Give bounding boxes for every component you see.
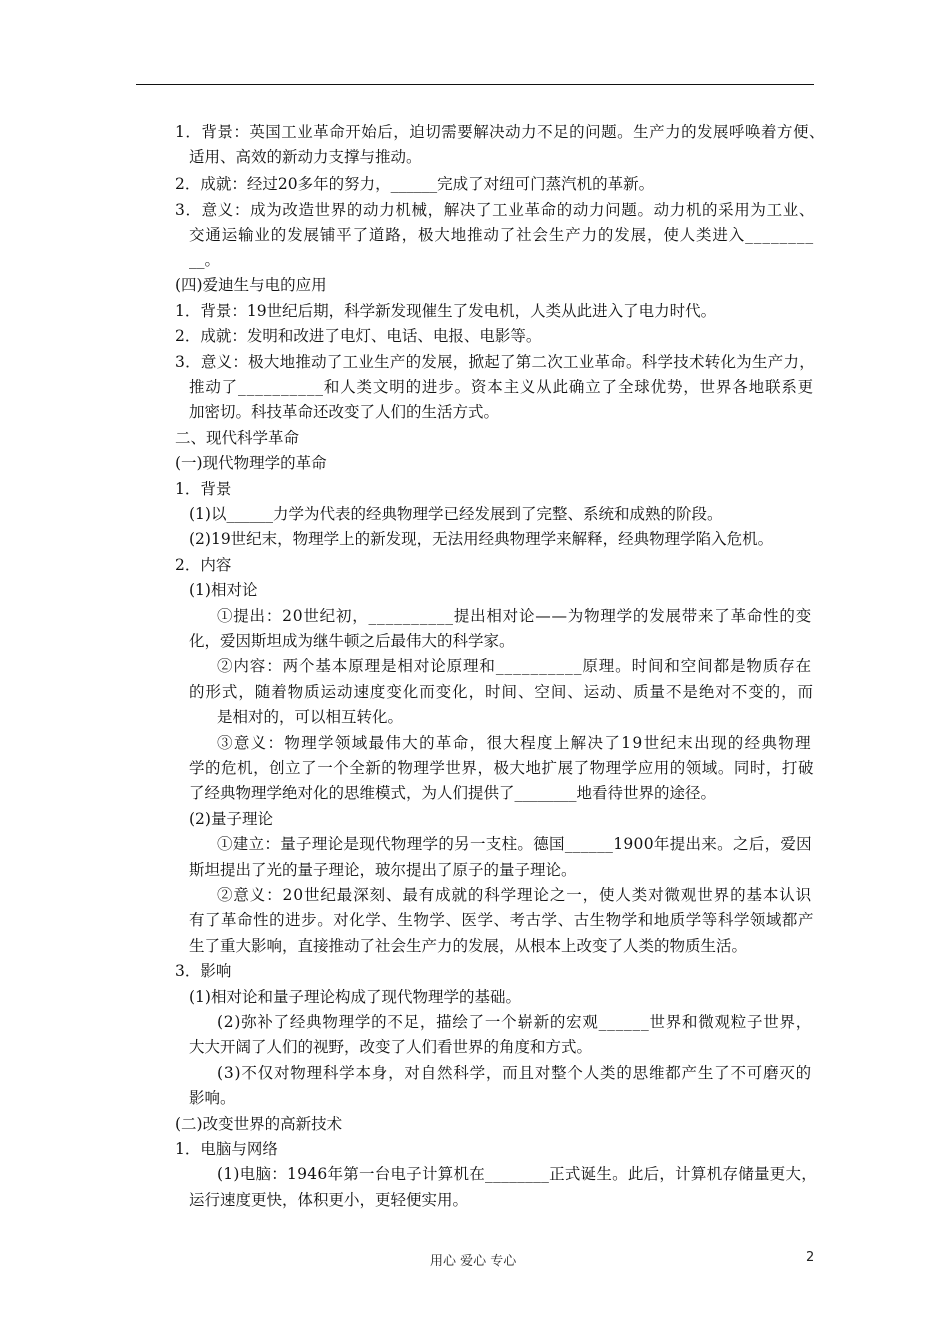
header-rule xyxy=(136,84,814,85)
text-line: (3)不仅对物理科学本身，对自然科学，而且对整个人类的思维都产生了不可磨灭的 xyxy=(217,1064,812,1082)
text-line: 大大开阔了人们的视野，改变了人们看世界的角度和方式。 xyxy=(189,1038,593,1056)
text-line: 2．成就：经过20多年的努力，______完成了对纽可门蒸汽机的革新。 xyxy=(175,175,655,193)
section-heading: (二)改变世界的高新技术 xyxy=(175,1115,343,1133)
page-number: 2 xyxy=(806,1250,815,1265)
text-line: ③意义：物理学领域最伟大的革命，很大程度上解决了19世纪末出现的经典物理 xyxy=(217,734,812,752)
text-line: 1．电脑与网络 xyxy=(175,1140,278,1158)
text-line: 1．背景 xyxy=(175,480,232,498)
text-line: 3．意义：成为改造世界的动力机械，解决了工业革命的动力问题。动力机的采用为工业、 xyxy=(175,201,815,219)
text-line: 影响。 xyxy=(189,1089,236,1107)
section-heading: 二、现代科学革命 xyxy=(175,429,300,447)
text-line: 了经典物理学绝对化的思维模式，为人们提供了________地看待世界的途径。 xyxy=(189,784,717,802)
text-line: (2)量子理论 xyxy=(189,810,273,828)
footer-slogan: 用心 爱心 专心 xyxy=(430,1254,517,1269)
text-line: ②意义：20世纪最深刻、最有成就的科学理论之一，使人类对微观世界的基本认识 xyxy=(217,886,812,904)
text-line: ①建立：量子理论是现代物理学的另一支柱。德国______1900年提出来。之后，爱因 xyxy=(217,835,812,853)
text-line: 加密切。科技革命还改变了人们的生活方式。 xyxy=(189,403,500,421)
text-line: 1．背景：英国工业革命开始后，迫切需要解决动力不足的问题。生产力的发展呼唤着方便、 xyxy=(175,123,825,141)
text-line: 2．内容 xyxy=(175,556,232,574)
text-line: 运行速度更快，体积更小，更轻便实用。 xyxy=(189,1191,469,1209)
text-line: 3．意义：极大地推动了工业生产的发展，掀起了第二次工业革命。科学技术转化为生产力， xyxy=(175,353,815,371)
text-line: 交通运输业的发展铺平了道路，极大地推动了社会生产力的发展，使人类进入________ xyxy=(189,226,814,244)
text-line: ②内容：两个基本原理是相对论原理和__________原理。时间和空间都是物质存在 xyxy=(217,657,812,675)
text-line: (2)19世纪末，物理学上的新发现，无法用经典物理学来解释，经典物理学陷入危机。 xyxy=(189,530,774,548)
text-line: 斯坦提出了光的量子理论，玻尔提出了原子的量子理论。 xyxy=(189,861,577,879)
text-line: 适用、高效的新动力支撑与推动。 xyxy=(189,148,422,166)
text-line: 推动了__________和人类文明的进步。资本主义从此确立了全球优势，世界各地联系更 xyxy=(189,378,814,396)
text-line: 2．成就：发明和改进了电灯、电话、电报、电影等。 xyxy=(175,327,542,345)
section-heading: (一)现代物理学的革命 xyxy=(175,454,327,472)
text-line: 是相对的，可以相互转化。 xyxy=(217,708,404,726)
text-line: 生了重大影响，直接推动了社会生产力的发展，从根本上改变了人类的物质生活。 xyxy=(189,937,748,955)
text-line: __。 xyxy=(189,251,221,269)
text-line: (1)相对论 xyxy=(189,581,258,599)
text-line: 学的危机，创立了一个全新的物理学世界，极大地扩展了物理学应用的领域。同时，打破 xyxy=(189,759,814,777)
text-line: 有了革命性的进步。对化学、生物学、医学、考古学、古生物学和地质学等科学领域都产 xyxy=(189,911,814,929)
text-line: (2)弥补了经典物理学的不足，描绘了一个崭新的宏观______世界和微观粒子世界， xyxy=(217,1013,812,1031)
text-line: 1．背景：19世纪后期，科学新发现催生了发电机，人类从此进入了电力时代。 xyxy=(175,302,717,320)
text-line: 化，爱因斯坦成为继牛顿之后最伟大的科学家。 xyxy=(189,632,515,650)
text-line: (1)电脑：1946年第一台电子计算机在________正式诞生。此后，计算机存储量更大， xyxy=(217,1165,817,1183)
text-line: (1)以______力学为代表的经典物理学已经发展到了完整、系统和成熟的阶段。 xyxy=(189,505,723,523)
text-line: 3．影响 xyxy=(175,962,232,980)
section-heading: (四)爱迪生与电的应用 xyxy=(175,276,327,294)
text-line: (1)相对论和量子理论构成了现代物理学的基础。 xyxy=(189,988,521,1006)
text-line: ①提出：20世纪初，__________提出相对论——为物理学的发展带来了革命性的变 xyxy=(217,607,812,625)
text-line: 的形式，随着物质运动速度变化而变化，时间、空间、运动、质量不是绝对不变的，而 xyxy=(189,683,814,701)
